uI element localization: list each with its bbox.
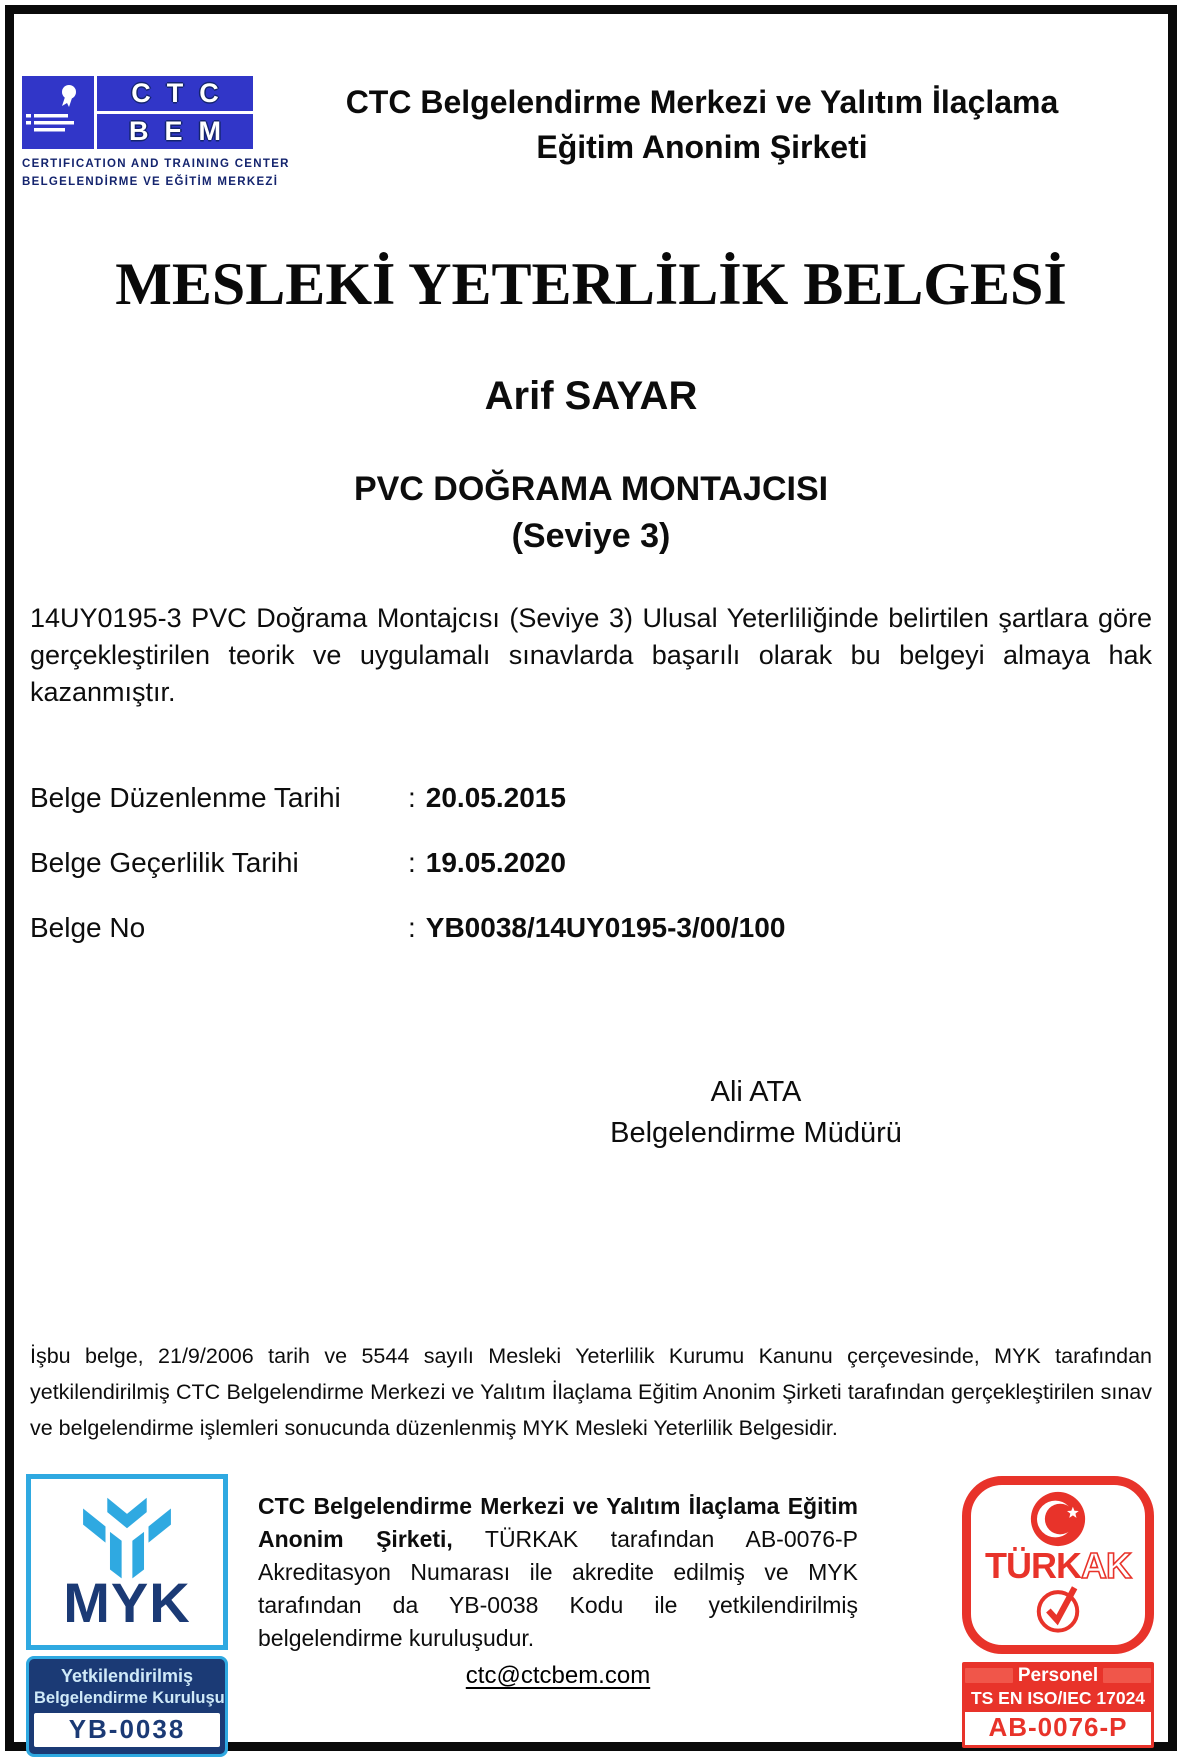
turkak-label-personel: Personel (1017, 1665, 1099, 1686)
myk-logo (26, 1474, 228, 1757)
signatory-name: Ali ATA (710, 1076, 802, 1108)
myk-authorized-badge (26, 1656, 228, 1757)
turkak-logo-square (962, 1476, 1154, 1654)
turkak-label-standard: TS EN ISO/IEC 17024 (970, 1687, 1146, 1708)
myk-badge-code-box (34, 1713, 220, 1747)
ctcbem-logo-tiles (22, 76, 258, 149)
turkak-wordmark-solid: TÜRK (985, 1545, 1081, 1586)
logo-caption-en: CERTIFICATION AND TRAINING CENTER (22, 158, 290, 170)
detail-value: YB0038/14UY0195-3/00/100 (425, 912, 786, 943)
turkak-label-code: AB-0076-P (988, 1711, 1128, 1742)
logo-tile-bem: BEM (97, 114, 253, 149)
turkak-label-top-row (965, 1665, 1151, 1687)
email-row (258, 1662, 858, 1690)
turkak-wordmark-outline: AK (1080, 1545, 1131, 1586)
holder-name: Arif SAYAR (484, 374, 698, 418)
certificate-icon (22, 76, 94, 149)
turkak-wordmark (985, 1545, 1131, 1586)
myk-logo-square (26, 1474, 228, 1650)
body-paragraph: 14UY0195-3 PVC Doğrama Montajcısı (Seviye 3) Ulusal Yeterliliğinde belirtilen şartlara göre gerçekleştirilen teorik ve uygulamalı sınavlarda başarılı olarak bu belgeyi almaya hak kazanmıştır. (30, 603, 1152, 707)
company-name-line2: Eğitim Anonim Şirketi (536, 129, 868, 166)
detail-value: 20.05.2015 (425, 782, 566, 813)
ctcbem-logo (22, 76, 290, 192)
label-decoration-right (1103, 1668, 1151, 1683)
myk-triple-y-icon (76, 1496, 178, 1582)
detail-row-certificate-no (30, 912, 790, 944)
company-name (252, 80, 1152, 171)
logo-tile-ctc: CTC (97, 76, 253, 111)
turkak-accreditation-label (962, 1662, 1154, 1748)
signatory-title: Belgelendirme Müdürü (610, 1117, 902, 1149)
label-decoration-left (965, 1668, 1013, 1683)
qualification-block (0, 466, 1182, 560)
detail-label: Belge No (30, 912, 146, 943)
detail-row-validity-date (30, 847, 790, 879)
detail-value: 19.05.2020 (425, 847, 566, 878)
qualification-level: (Seviye 3) (511, 517, 671, 555)
detail-label: Belge Geçerlilik Tarihi (30, 847, 299, 878)
detail-separator: : (408, 782, 416, 813)
details-table (30, 782, 790, 977)
detail-row-issue-date (30, 782, 790, 814)
crescent-star-icon (1030, 1491, 1086, 1547)
myk-badge-code: YB-0038 (68, 1714, 186, 1745)
detail-separator: : (408, 847, 416, 878)
signature-block (556, 1072, 956, 1154)
company-name-line1: CTC Belgelendirme Merkezi ve Yalıtım İlaçlama (345, 84, 1059, 120)
detail-label: Belge Düzenlenme Tarihi (30, 782, 341, 813)
myk-acronym: MYK (63, 1570, 191, 1634)
detail-separator: : (408, 912, 416, 943)
accreditation-paragraph (258, 1490, 858, 1655)
turkak-label-code-box (965, 1712, 1151, 1745)
myk-badge-line1: Yetkilendirilmiş (60, 1666, 194, 1686)
qualification-title: PVC DOĞRAMA MONTAJCISI (353, 470, 829, 508)
accreditation-bold-text: CTC Belgelendirme Merkezi ve Yalıtım İlaçlama Eğitim Anonim Şirketi, (258, 1493, 858, 1552)
page-title: MESLEKİ YETERLİLİK BELGESİ (115, 251, 1067, 317)
logo-caption-tr: BELGELENDİRME VE EĞİTİM MERKEZİ (22, 175, 279, 188)
email-link[interactable]: ctc@ctcbem.com (465, 1662, 651, 1689)
accreditation-rest-text: TÜRKAK tarafından AB-0076-P Akreditasyon Numarası ile akredite edilmiş ve MYK tarafından da YB-0038 Kodu ile yetkilendirilmiş belgelendirme kuruluşudur. (258, 1526, 858, 1651)
legal-paragraph: İşbu belge, 21/9/2006 tarih ve 5544 sayılı Mesleki Yeterlilik Kurumu Kanunu çerçevesinde, MYK tarafından yetkilendirilmiş CTC Belgelendirme Merkezi ve Yalıtım İlaçlama Eğitim Anonim Şirketi tarafından gerçekleştirilen sınav ve belgelendirme işlemleri sonucunda düzenlenmiş MYK Mesleki Yeterlilik Belgesidir. (30, 1344, 1152, 1440)
myk-badge-line2: Belgelendirme Kuruluşu (34, 1688, 225, 1707)
checkmark-circle-icon (1030, 1580, 1086, 1634)
turkak-logo (962, 1476, 1154, 1748)
